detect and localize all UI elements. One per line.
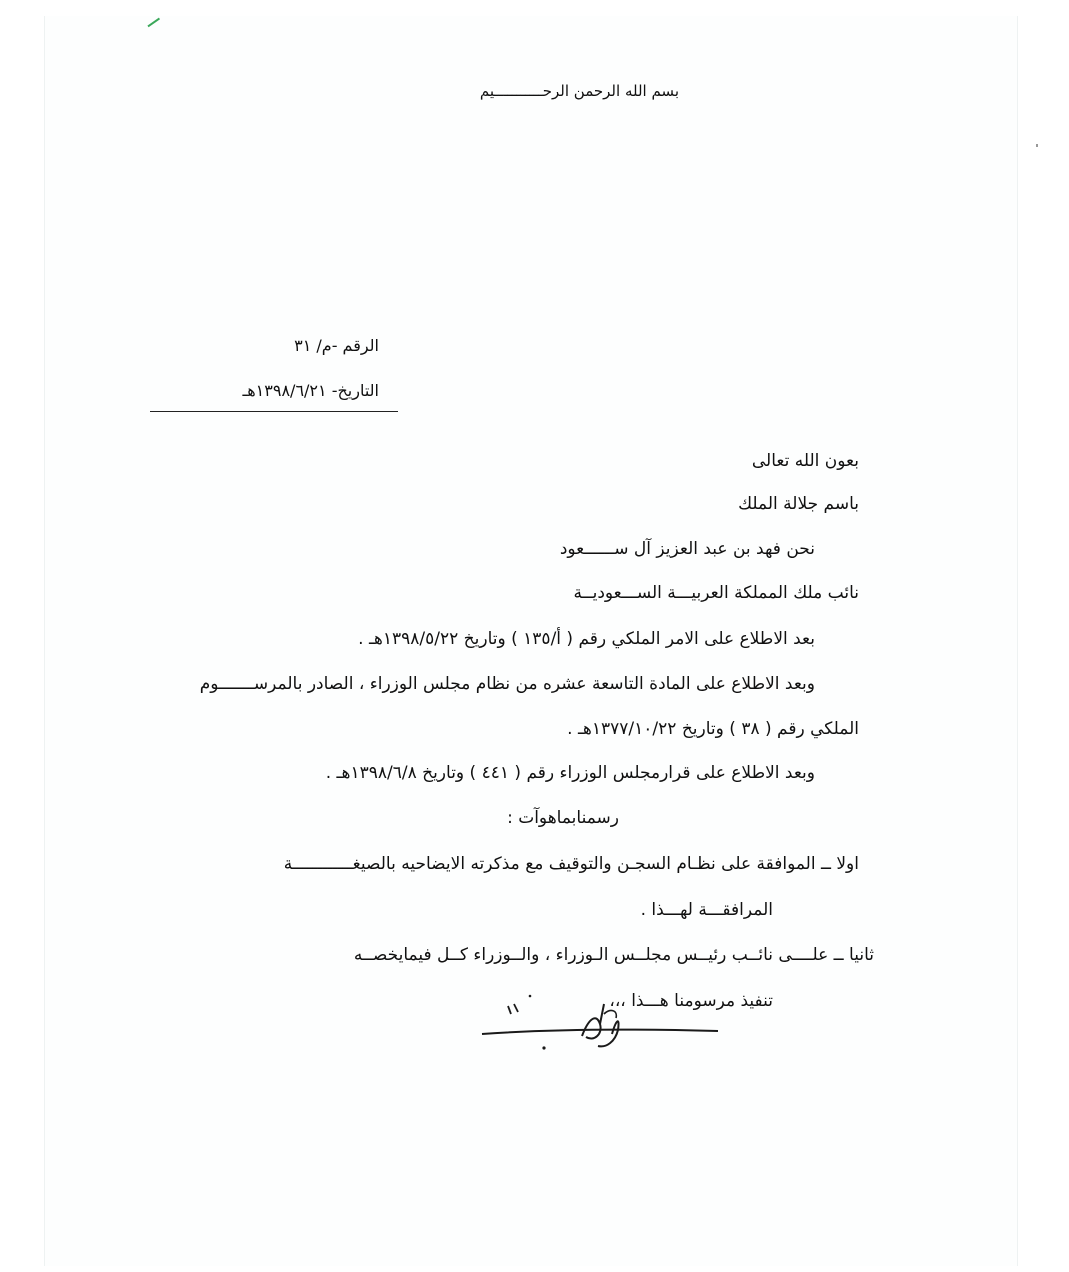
article-first: اولا ــ الموافقة على نظـام السجـن والتوقيف مع مذكرته الايضاحيه بالصيغــــــــــــة [283,854,859,874]
paper-speck [1036,144,1038,147]
recital-council-article: وبعد الاطلاع على المادة التاسعة عشره من نظام مجلس الوزراء ، الصادر بالمرســـــــوم [199,674,815,694]
issuer-name-line: نحن فهد بن عبد العزيز آل ســــــعود [559,539,815,559]
reference-date: التاريخ- ١٣٩٨/٦/٢١هـ [242,381,379,400]
basmala-heading: بسم الله الرحمن الرحـــــــــــيم [479,82,679,100]
handwritten-signature [478,990,723,1055]
article-second-continued: تنفيذ مرسومنا هـــذا ،،، [609,991,773,1011]
corner-ink-mark [144,13,160,28]
date-underline [150,411,398,412]
article-first-continued: المرافقـــة لهـــذا . [640,900,773,920]
decree-preamble: رسمنابماهوآت : [507,808,619,828]
recital-council-article-continued: الملكي رقم ( ٣٨ ) وتاريخ ١٣٧٧/١٠/٢٢هـ . [567,719,859,739]
recital-royal-order: بعد الاطلاع على الامر الملكي رقم ( أ/١٣٥ ) وتاريخ ١٣٩٨/٥/٢٢هـ . [358,629,815,649]
reference-number: الرقم -م/ ٣١ [294,336,379,355]
recital-council-resolution: وبعد الاطلاع على قرارمجلس الوزراء رقم ( ٤٤١ ) وتاريخ ١٣٩٨/٦/٨هـ . [325,763,815,783]
authority-line: باسم جلالة الملك [738,494,859,514]
article-second: ثانيا ــ علــــى نائــب رئيــس مجلــس الـوزراء ، والــوزراء كــل فيمايخصــه [353,945,874,965]
invocation-line: بعون الله تعالى [751,451,859,471]
issuer-title-line: نائب ملك المملكة العربيـــة الســـعوديــة [573,583,859,603]
